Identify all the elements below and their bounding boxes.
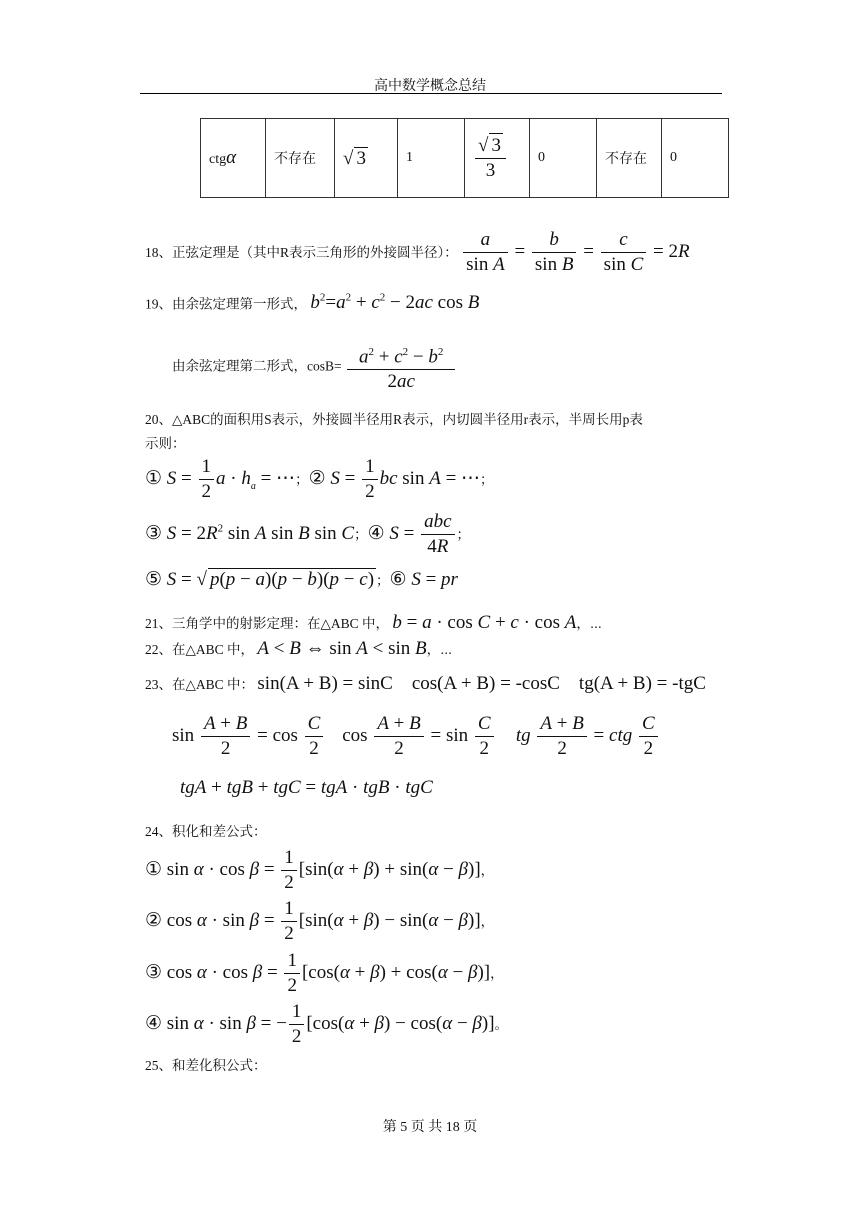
item-21: 21、三角学中的射影定理：在△ABC 中， b = a · cos C + c · cos A，⋯ xyxy=(145,612,603,633)
header-rule xyxy=(140,93,722,94)
item-24: 24、积化和差公式： xyxy=(145,824,267,839)
product-to-sum-3: ③ cos α · cos β = $\frac{1}{2}$ [cos(α + β) + cos(α − β)]， xyxy=(145,950,504,996)
tangent-sum-identity: tgA + tgB + tgC = tgA · tgB · tgC xyxy=(180,777,433,798)
table-row xyxy=(201,119,729,198)
item-23: 23、在△ABC 中： sin(A + B) = sinC cos(A + B) = -cosC tg(A + B) = -tgC xyxy=(145,673,706,694)
formula: $\frac{a^2 + c^2 - b^2}{2ac}$ xyxy=(347,340,455,394)
item-22: 22、在△ABC 中， A < B ⇔ sin A < sin B，⋯ xyxy=(145,638,453,659)
item-text: 由余弦定理第二形式，cosB= xyxy=(172,358,342,374)
formula: $\frac{a}{\text{sin A}}$ = $\frac{b}{\text{sin B}}$ = $\frac{c}{\text{sin C}}$ = 2R xyxy=(461,241,689,262)
page-footer: 第 5 页 共 18 页 xyxy=(382,1120,478,1135)
table-cell xyxy=(201,119,266,198)
item-text: 19、由余弦定理第一形式， xyxy=(145,296,307,312)
item-text: 21、三角学中的射影定理：在△ABC 中， xyxy=(145,616,390,631)
item-20-cont: 示则： xyxy=(145,436,186,451)
item-25: 25、和差化积公式： xyxy=(145,1058,267,1073)
table-cell xyxy=(465,119,530,198)
table-cell: 不存在 xyxy=(597,119,662,198)
fraction-numerator: 3 xyxy=(491,135,501,156)
product-to-sum-1: ① sin α · cos β = $\frac{1}{2}$ [sin(α + β) + sin(α − β)]， xyxy=(145,847,495,893)
item-19 xyxy=(145,292,479,314)
fraction: $\frac{√ 3}{3}$ xyxy=(475,133,506,183)
page-header-title: 高中数学概念总结 xyxy=(374,79,486,94)
ctg-values-table xyxy=(200,118,729,198)
half-angle-formulas: sin $\frac{A + B}{2}$ = cos $\frac{C}{2}$ cos $\frac{A + B}{2}$ = sin $\frac{C}{2}$ tg $\frac{A + B}{2}$ = ctg $\frac{C}{2}$ xyxy=(172,712,660,761)
table-cell: 1 xyxy=(398,119,465,198)
table-cell: 不存在 xyxy=(266,119,335,198)
product-to-sum-4: ④ sin α · sin β = − $\frac{1}{2}$ [cos(α + β) − cos(α − β)]。 xyxy=(145,1001,509,1047)
area-formula-3-4: ③ $S = 2R^2$ sin A sin B sin C；④ S = $\frac{\text{abc}}{4R}$ ； xyxy=(145,511,471,557)
table-cell: √ 3 xyxy=(335,119,398,198)
table-cell: 0 xyxy=(662,119,729,198)
item-text: 18、正弦定理是（其中R表示三角形的外接圆半径）： xyxy=(145,244,458,260)
area-formula-5-6: ⑤ S = √ p(p − a)(p − b)(p − c) ；⑥ S = pr xyxy=(145,569,458,590)
formula: $b^2=a^2 + c^2 - 2ac$ cos B xyxy=(310,292,480,314)
sqrt-value: 3 xyxy=(356,147,366,169)
area-formula-1-2: ① S = $\frac{1}{2}$ $a \cdot h_a$ = ⋯；② S = $\frac{1}{2}$ bc sin A = ⋯； xyxy=(145,456,494,502)
alpha-symbol: α xyxy=(226,147,237,168)
item-20: 20、△ABC的面积用S表示，外接圆半径用R表示，内切圆半径用r表示，半周长用p表 xyxy=(145,412,643,427)
table-cell: 0 xyxy=(530,119,597,198)
item-19-second xyxy=(172,340,457,394)
item-text: 22、在△ABC 中， xyxy=(145,642,255,657)
product-to-sum-2: ② cos α · sin β = $\frac{1}{2}$ [sin(α + β) − sin(α − β)]， xyxy=(145,898,495,944)
item-18 xyxy=(145,228,690,277)
cell-text: ctg xyxy=(209,152,227,167)
item-text: 23、在△ABC 中： xyxy=(145,677,255,692)
fraction-denominator: 3 xyxy=(485,160,496,181)
